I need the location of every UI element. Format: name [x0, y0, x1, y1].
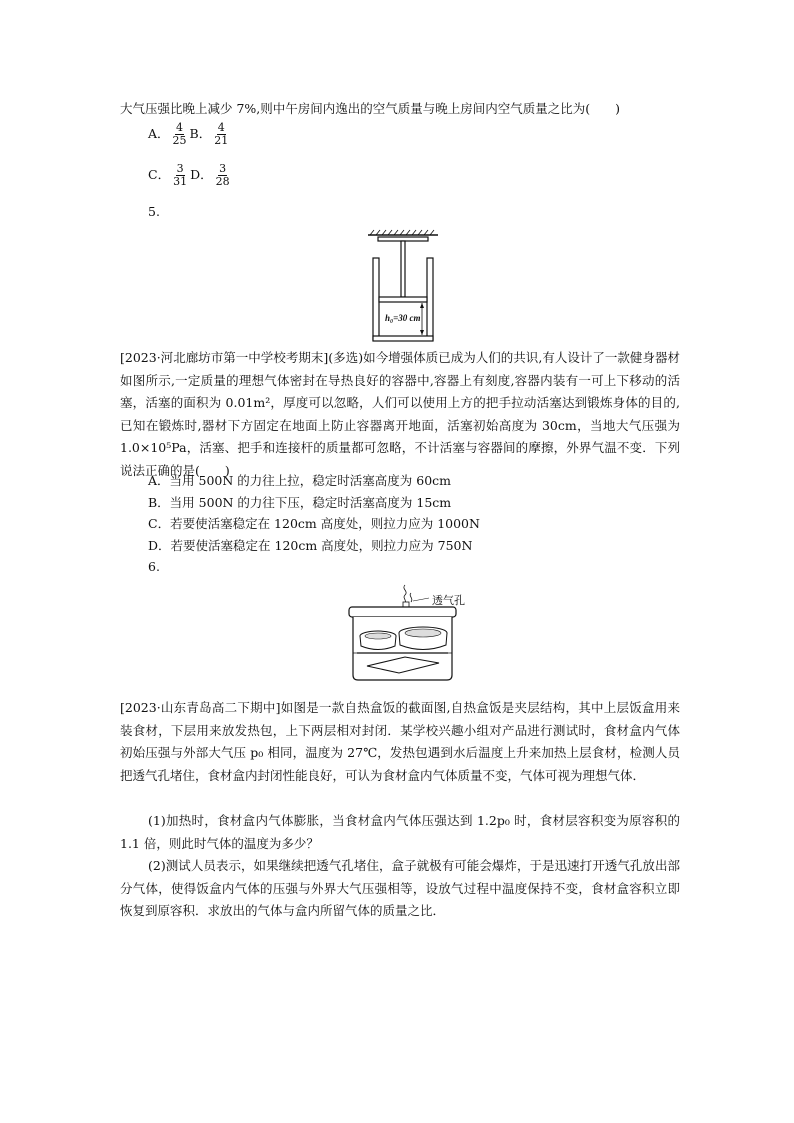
q4-options-cd: [148, 163, 233, 188]
q4-option-a-label: A．: [148, 126, 170, 141]
q6-part2: (2)测试人员表示，如果继续把透气孔堵住，盒子就极有可能会爆炸，于是迅速打开透气孔放出部分气体，使得饭盒内气体的压强与外界大气压强相等，设放气过程中温度保持不变，食材盒容积立即恢复到原容积．求放出的气体与盒内所留气体的质量之比．: [120, 858, 680, 918]
q5-number: 5.: [148, 204, 160, 219]
q4-option-b-label: B．: [189, 126, 212, 141]
q4-option-b-fraction: [213, 122, 229, 147]
q4-option-d-label: D．: [190, 167, 213, 182]
q6-part1: (1)加热时，食材盒内气体膨胀，当食材盒内气体压强达到 1.2p₀ 时，食材层容积变为原容积的 1.1 倍，则此时气体的温度为多少？: [120, 813, 680, 851]
q6-vent-label: 透气孔: [432, 594, 465, 607]
q4-option-c-label: C．: [148, 167, 171, 182]
frac-num: 4: [217, 121, 225, 134]
q5-option-c: C．若要使活塞稳定在 120cm 高度处，则拉力应为 1000N: [148, 516, 480, 531]
q5-cylinder-figure: [368, 228, 438, 346]
q5-stem: [2023·河北廊坊市第一中学校考期末](多选)如今增强体质已成为人们的共识,有人设计了一款健身器材如图所示,一定质量的理想气体密封在导热良好的容器中,容器上有刻度,容器内装有一可上下移动的活塞，活塞的面积为 0.01m²，厚度可以忽略，人们可以使用上方的把手拉动活塞达到锻炼身体的目的,已知在锻炼时,器材下方固定在地面上防止容器离开地面，活塞初始高度为 30cm，当地大气压强为 1.0×10⁵Pa，活塞、把手和连接杆的质量都可忽略，不计活塞与容器间的摩擦，外界气温不变．下列说法正确的是( ): [120, 350, 680, 478]
frac-den: 28: [215, 175, 230, 188]
frac-den: 25: [172, 134, 187, 147]
q6-number: 6.: [148, 559, 160, 574]
frac-den: 31: [173, 175, 188, 188]
q4-options-ab: [148, 122, 231, 147]
frac-num: 3: [219, 162, 227, 175]
frac-den: 21: [214, 134, 229, 147]
q4-option-c-fraction: [172, 163, 188, 188]
q4-option-a-fraction: [172, 122, 188, 147]
q5-option-d: D．若要使活塞稳定在 120cm 高度处，则拉力应为 750N: [148, 538, 473, 553]
q5-option-a: A．当用 500N 的力往上拉，稳定时活塞高度为 60cm: [148, 473, 452, 488]
frac-num: 4: [176, 121, 184, 134]
q6-stem: [2023·山东青岛高二下期中]如图是一款自热盒饭的截面图,自热盒饭是夹层结构，其中上层饭盒用来装食材，下层用来放发热包，上下两层相对封闭．某学校兴趣小组对产品进行测试时，食材盒内气体初始压强与外部大气压 p₀ 相同，温度为 27℃，发热包遇到水后温度上升来加热上层食材，检测人员把透气孔堵住，食材盒内封闭性能良好，可认为食材盒内气体质量不变，气体可视为理想气体．: [120, 700, 680, 783]
q4-stem-tail: 大气压强比晚上减少 7%,则中午房间内逸出的空气质量与晚上房间内空气质量之比为( ): [120, 101, 621, 116]
frac-num: 3: [176, 162, 184, 175]
q5-option-b: B．当用 500N 的力往下压，稳定时活塞高度为 15cm: [148, 495, 452, 510]
q4-option-d-fraction: [215, 163, 231, 188]
q5-height-label: h₀=30 cm: [385, 313, 421, 323]
